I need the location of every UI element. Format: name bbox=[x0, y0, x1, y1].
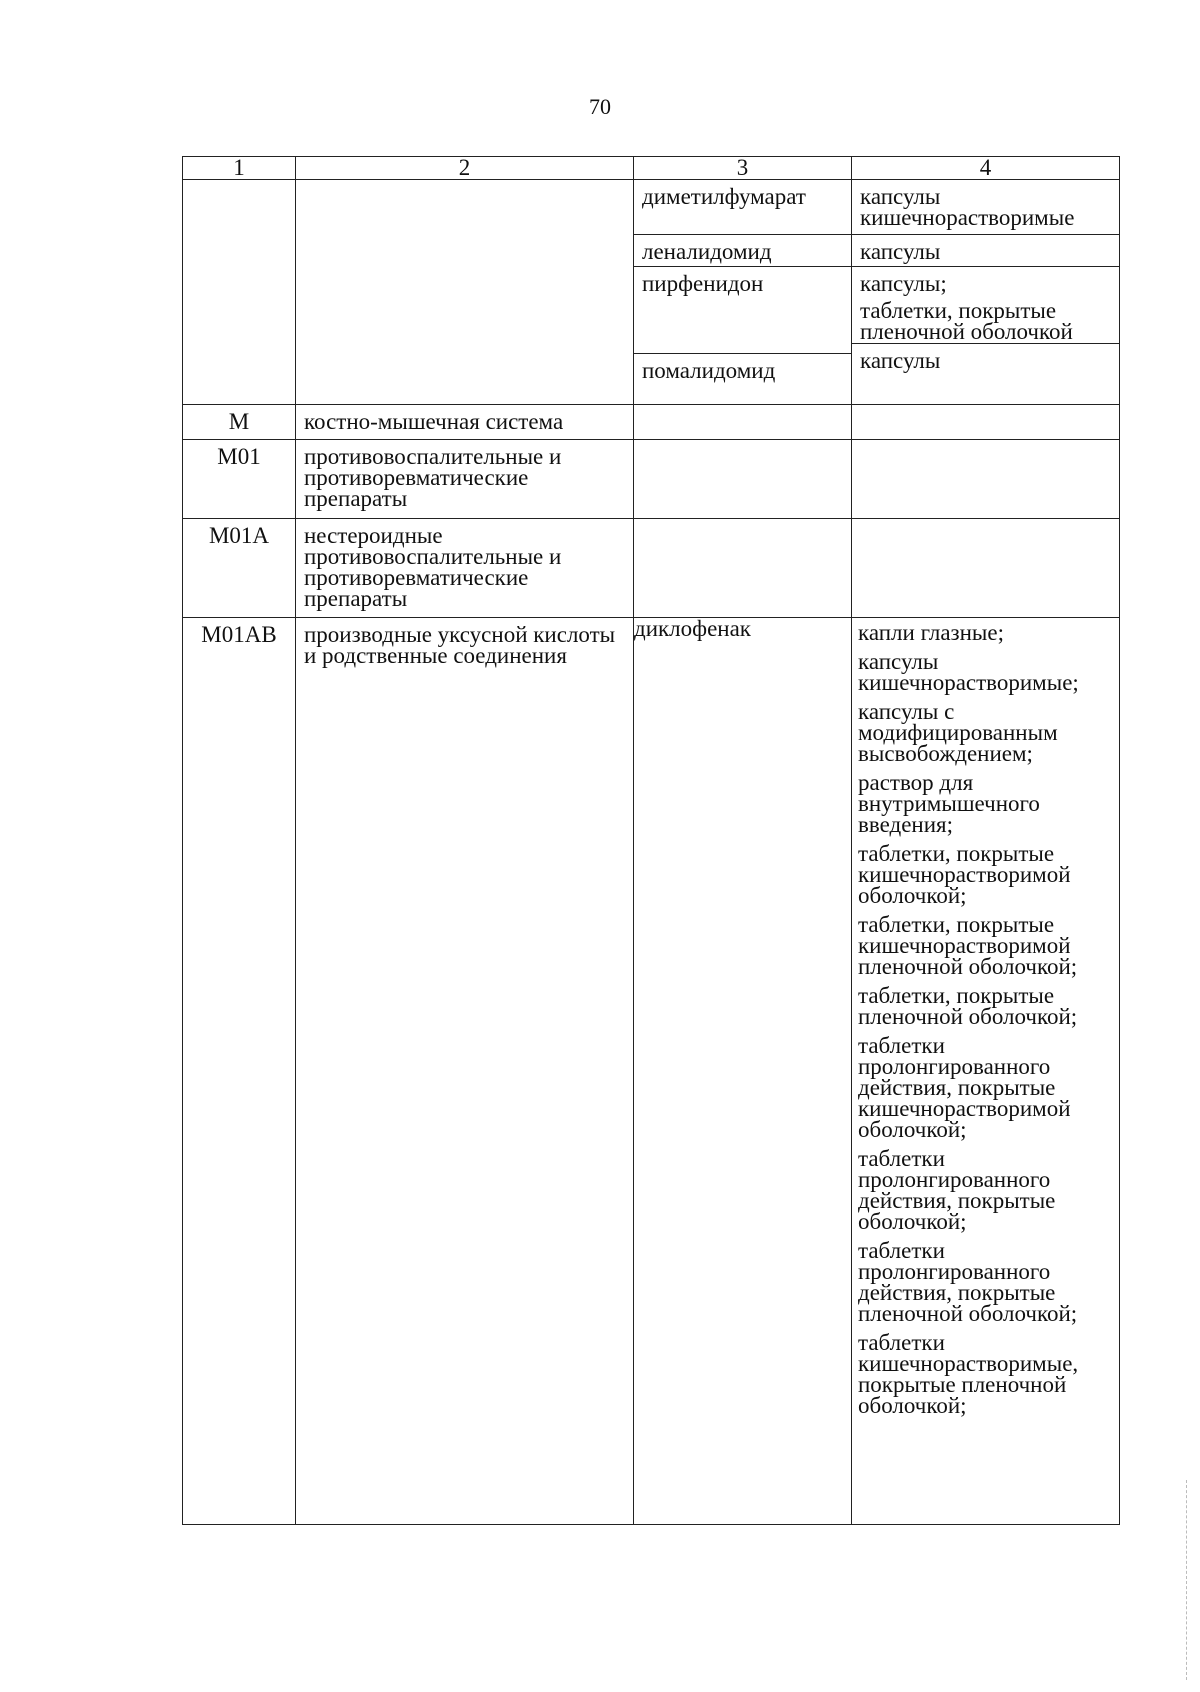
dosage-form: капсулы; bbox=[860, 271, 947, 296]
page-number: 70 bbox=[589, 94, 611, 119]
drug-name: помалидомид bbox=[642, 358, 776, 383]
group-description: противовоспалительные и противоревматические препараты bbox=[296, 440, 634, 519]
atc-code: M01A bbox=[183, 519, 296, 618]
dosage-form: капли глазные; bbox=[858, 620, 1004, 645]
dosage-form-cell-empty bbox=[852, 405, 1120, 440]
dosage-form-cell bbox=[852, 618, 1120, 1525]
table-row bbox=[183, 519, 1120, 618]
dosage-form: капсулы bbox=[852, 235, 1119, 267]
header-row bbox=[183, 157, 1120, 180]
dosage-form: таблетки пролонгированного действия, покрытые кишечнорастворимой оболочкой; bbox=[858, 1033, 1071, 1142]
dosage-form: таблетки пролонгированного действия, покрытые оболочкой; bbox=[858, 1146, 1056, 1234]
dosage-form: капсулы с модифицированным высвобождением; bbox=[858, 699, 1058, 766]
group-description: нестероидные противовоспалительные и противоревматические препараты bbox=[296, 519, 634, 618]
dosage-form: таблетки, покрытые кишечнорастворимой оболочкой; bbox=[858, 841, 1071, 908]
dosage-form-cell-empty bbox=[852, 519, 1120, 618]
dosage-form: таблетки, покрытые пленочной оболочкой; bbox=[858, 983, 1078, 1029]
dosage-form-cell-empty bbox=[852, 440, 1120, 519]
atc-code: M bbox=[183, 405, 296, 440]
dosage-form: капсулы кишечнорастворимые bbox=[852, 180, 1119, 235]
table-row bbox=[183, 180, 1120, 405]
scan-margin-line bbox=[1186, 1480, 1188, 1680]
table-row bbox=[183, 618, 1120, 1525]
drug-name: пирфенидон bbox=[634, 267, 851, 354]
drug-name: диметилфумарат bbox=[634, 180, 851, 235]
dosage-form: таблетки пролонгированного действия, покрытые пленочной оболочкой; bbox=[858, 1238, 1078, 1326]
group-description: производные уксусной кислоты и родственные соединения bbox=[296, 618, 634, 1525]
group-description: костно-мышечная система bbox=[296, 405, 634, 440]
dosage-form-group bbox=[852, 267, 1119, 344]
dosage-form: капсулы bbox=[860, 348, 941, 373]
column-header-1: 1 bbox=[183, 157, 296, 180]
column-header-3: 3 bbox=[634, 157, 852, 180]
column-header-4: 4 bbox=[852, 157, 1120, 180]
code-cell-empty bbox=[183, 180, 296, 405]
dosage-form: таблетки кишечнорастворимые, покрытые пленочной оболочкой; bbox=[858, 1330, 1079, 1418]
dosage-form: таблетки, покрытые кишечнорастворимой пленочной оболочкой; bbox=[858, 912, 1078, 979]
description-cell-empty bbox=[296, 180, 634, 405]
dosage-form-cell bbox=[852, 180, 1120, 405]
drug-name-cell bbox=[634, 180, 852, 405]
atc-code: M01 bbox=[183, 440, 296, 519]
table-row bbox=[183, 405, 1120, 440]
column-header-2: 2 bbox=[296, 157, 634, 180]
dosage-form: раствор для внутримышечного введения; bbox=[858, 770, 1040, 837]
drug-name: диклофенак bbox=[634, 618, 852, 1525]
drug-name: леналидомид bbox=[634, 235, 851, 267]
atc-code: M01AB bbox=[183, 618, 296, 1525]
drug-list-table bbox=[182, 156, 1120, 1525]
dosage-form: капсулы кишечнорастворимые; bbox=[858, 649, 1079, 695]
dosage-form: таблетки, покрытые пленочной оболочкой bbox=[860, 298, 1073, 344]
drug-name-cell-empty bbox=[634, 405, 852, 440]
table-row bbox=[183, 440, 1120, 519]
drug-name-cell-empty bbox=[634, 440, 852, 519]
drug-name-cell-empty bbox=[634, 519, 852, 618]
